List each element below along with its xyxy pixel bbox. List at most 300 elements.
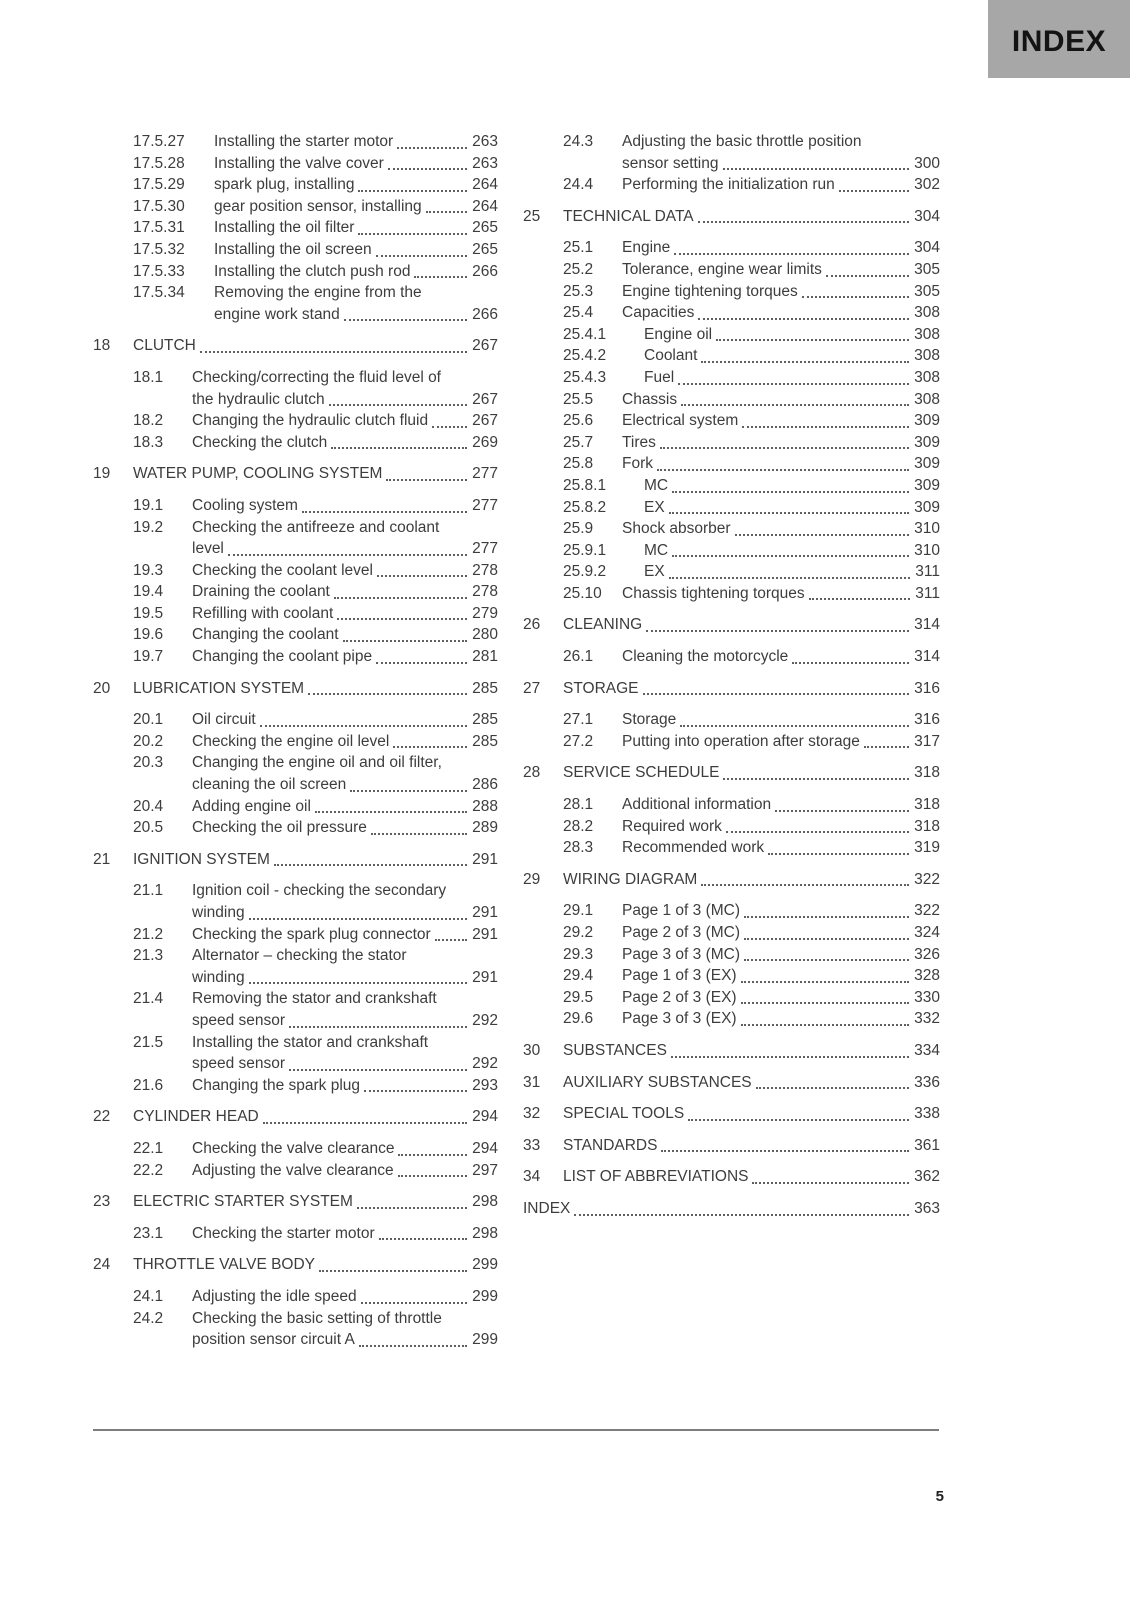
entry-page-number: 291 xyxy=(472,925,498,943)
entry-title: LUBRICATION SYSTEM xyxy=(133,679,305,697)
entry-page-number: 330 xyxy=(914,988,940,1006)
toc-entry xyxy=(93,709,498,731)
toc-chapter-entry xyxy=(93,1106,498,1128)
entry-number: 21.2 xyxy=(133,925,164,943)
entry-number: 27 xyxy=(523,679,541,697)
entry-number xyxy=(563,153,622,175)
dot-leader xyxy=(329,404,467,406)
dot-leader xyxy=(435,939,467,941)
entry-title: engine work stand xyxy=(214,305,340,323)
toc-entry xyxy=(93,817,498,839)
entry-number: 24.3 xyxy=(563,133,594,150)
entry-page-number: 277 xyxy=(472,496,498,514)
toc-entry xyxy=(93,261,498,283)
entry-number xyxy=(133,1010,192,1032)
dot-leader xyxy=(334,597,467,599)
entry-page-number: 279 xyxy=(472,604,498,622)
entry-number: 18.3 xyxy=(133,433,164,451)
entry-page-number: 334 xyxy=(914,1041,940,1059)
entry-page-number: 317 xyxy=(914,732,940,750)
entry-title: Coolant xyxy=(644,347,698,365)
dot-leader xyxy=(377,575,467,577)
entry-number: 25.4.2 xyxy=(563,347,607,365)
entry-number: 28.1 xyxy=(563,796,594,814)
dot-leader xyxy=(657,469,909,471)
entry-title: Cleaning the motorcycle xyxy=(622,648,789,666)
entry-page-number: 281 xyxy=(472,648,498,666)
toc-entry xyxy=(93,1223,498,1245)
entry-title: WIRING DIAGRAM xyxy=(563,870,698,888)
entry-title: AUXILIARY SUBSTANCES xyxy=(563,1073,752,1091)
toc-entry xyxy=(523,583,940,605)
entry-title: Adjusting the valve clearance xyxy=(192,1161,394,1179)
entry-page-number: 299 xyxy=(472,1256,498,1274)
entry-number xyxy=(133,902,192,924)
toc-chapter-entry xyxy=(523,869,940,891)
entry-number xyxy=(133,389,192,411)
entry-number: 20.4 xyxy=(133,797,164,815)
entry-number: 21 xyxy=(93,850,111,868)
entry-number: 21.4 xyxy=(133,990,164,1008)
entry-title: cleaning the oil screen xyxy=(192,776,347,794)
entry-title: Shock absorber xyxy=(622,520,731,538)
entry-page-number: 288 xyxy=(472,797,498,815)
entry-number xyxy=(133,774,192,796)
dot-leader xyxy=(744,916,909,918)
dot-leader xyxy=(698,318,909,320)
dot-leader xyxy=(426,211,467,213)
toc-entry xyxy=(93,731,498,753)
entry-number: 28 xyxy=(523,764,541,782)
toc-entry xyxy=(93,131,498,153)
entry-number: 21.5 xyxy=(133,1033,164,1051)
toc-entry xyxy=(93,880,498,902)
entry-page-number: 291 xyxy=(472,850,498,868)
entry-title: Chassis xyxy=(622,390,678,408)
toc-chapter-entry xyxy=(93,463,498,485)
entry-page-number: 309 xyxy=(914,412,940,430)
dot-leader xyxy=(802,296,909,298)
entry-number: 19.1 xyxy=(133,496,164,514)
entry-title: Changing the hydraulic clutch fluid xyxy=(192,412,429,430)
entry-title: Installing the oil filter xyxy=(214,219,355,237)
entry-page-number: 318 xyxy=(914,764,940,782)
toc-entry xyxy=(93,774,498,796)
page-number: 5 xyxy=(935,1488,944,1505)
entry-page-number: 297 xyxy=(472,1161,498,1179)
entry-number: 25.5 xyxy=(563,390,594,408)
entry-title: Page 1 of 3 (MC) xyxy=(622,902,741,920)
entry-title: Installing the starter motor xyxy=(214,133,394,150)
dot-leader xyxy=(768,853,909,855)
entry-page-number: 289 xyxy=(472,819,498,837)
entry-number: 25.3 xyxy=(563,282,594,300)
toc-entry xyxy=(93,367,498,389)
entry-title: speed sensor xyxy=(192,1055,286,1073)
entry-page-number: 299 xyxy=(472,1331,498,1349)
entry-number: 17.5.32 xyxy=(133,240,185,258)
entry-number: 17.5.33 xyxy=(133,262,185,280)
entry-title: Tires xyxy=(622,433,656,451)
entry-title: CYLINDER HEAD xyxy=(133,1108,259,1126)
entry-title: INDEX xyxy=(523,1199,571,1217)
toc-entry xyxy=(523,900,940,922)
dot-leader xyxy=(315,811,467,813)
entry-number: 17.5.34 xyxy=(133,284,185,302)
toc-chapter-entry xyxy=(523,1198,940,1220)
toc-entry xyxy=(523,709,940,731)
entry-title: Alternator – checking the stator xyxy=(192,947,407,965)
toc-chapter-entry xyxy=(523,1103,940,1125)
dot-leader xyxy=(726,831,909,833)
toc-entry xyxy=(93,304,498,326)
toc-entry xyxy=(93,924,498,946)
entry-number: 18.1 xyxy=(133,368,164,386)
dot-leader xyxy=(337,618,467,620)
toc-entry xyxy=(523,561,940,583)
dot-leader xyxy=(698,221,910,223)
entry-number: 23 xyxy=(93,1193,111,1211)
entry-title: Installing the stator and crankshaft xyxy=(192,1033,429,1051)
dot-leader xyxy=(398,1175,468,1177)
entry-page-number: 361 xyxy=(914,1136,940,1154)
entry-title: spark plug, installing xyxy=(214,176,355,194)
toc-entry xyxy=(523,540,940,562)
entry-number: 33 xyxy=(523,1136,541,1154)
toc-entry xyxy=(523,153,940,175)
entry-number: 26 xyxy=(523,616,541,634)
entry-number: 25 xyxy=(523,207,541,225)
dot-leader xyxy=(379,1238,467,1240)
entry-number: 20.1 xyxy=(133,711,164,729)
entry-title: gear position sensor, installing xyxy=(214,197,422,215)
entry-page-number: 305 xyxy=(914,282,940,300)
dot-leader xyxy=(661,1150,909,1152)
dot-leader xyxy=(289,1069,467,1071)
dot-leader xyxy=(357,1207,467,1209)
toc-entry xyxy=(93,389,498,411)
entry-number: 25.9.1 xyxy=(563,541,607,559)
entry-page-number: 309 xyxy=(914,476,940,494)
entry-number: 26.1 xyxy=(563,648,594,666)
entry-page-number: 298 xyxy=(472,1193,498,1211)
dot-leader xyxy=(775,810,909,812)
entry-title: Changing the spark plug xyxy=(192,1076,361,1094)
toc-column xyxy=(93,131,498,1351)
entry-number: 29.6 xyxy=(563,1010,594,1028)
dot-leader xyxy=(744,938,909,940)
toc-entry xyxy=(523,302,940,324)
entry-title: Checking the basic setting of throttle xyxy=(192,1309,442,1327)
entry-number: 25.8.1 xyxy=(563,476,607,494)
entry-title: Capacities xyxy=(622,304,695,322)
toc-chapter-entry xyxy=(523,1072,940,1094)
entry-title: Changing the coolant pipe xyxy=(192,648,373,666)
entry-title: level xyxy=(192,540,224,558)
dot-leader xyxy=(249,918,468,920)
dot-leader xyxy=(669,512,909,514)
entry-number: 22.1 xyxy=(133,1139,164,1157)
dot-leader xyxy=(386,479,467,481)
entry-number: 17.5.29 xyxy=(133,176,185,194)
entry-number: 25.4.1 xyxy=(563,325,607,343)
entry-page-number: 336 xyxy=(914,1073,940,1091)
dot-leader xyxy=(646,630,909,632)
entry-title: Changing the engine oil and oil filter, xyxy=(192,754,442,772)
entry-number: 29 xyxy=(523,870,541,888)
dot-leader xyxy=(376,662,467,664)
entry-title: Page 3 of 3 (EX) xyxy=(622,1010,737,1028)
entry-page-number: 305 xyxy=(914,260,940,278)
dot-leader xyxy=(752,1182,909,1184)
entry-page-number: 314 xyxy=(914,616,940,634)
entry-number: 17.5.30 xyxy=(133,197,185,215)
dot-leader xyxy=(674,253,909,255)
entry-number: 23.1 xyxy=(133,1224,164,1242)
entry-number: 28.2 xyxy=(563,817,594,835)
entry-page-number: 285 xyxy=(472,711,498,729)
entry-title: the hydraulic clutch xyxy=(192,390,325,408)
entry-number: 19.7 xyxy=(133,648,164,666)
toc-entry xyxy=(523,174,940,196)
dot-leader xyxy=(701,361,909,363)
entry-title: sensor setting xyxy=(622,154,719,172)
toc-entry xyxy=(93,1053,498,1075)
entry-number: 19.5 xyxy=(133,604,164,622)
toc-entry xyxy=(523,922,940,944)
entry-page-number: 324 xyxy=(914,924,940,941)
entry-number: 24.1 xyxy=(133,1287,164,1305)
entry-page-number: 277 xyxy=(472,540,498,558)
dot-leader xyxy=(735,534,910,536)
toc-entry xyxy=(523,1008,940,1030)
toc-entry xyxy=(93,796,498,818)
entry-number: 34 xyxy=(523,1168,541,1186)
entry-page-number: 265 xyxy=(472,240,498,258)
toc-entry xyxy=(93,967,498,989)
entry-page-number: 291 xyxy=(472,968,498,986)
toc-entry xyxy=(93,1075,498,1097)
entry-page-number: 362 xyxy=(914,1168,940,1186)
entry-number: 28.3 xyxy=(563,839,594,857)
entry-page-number: 316 xyxy=(914,711,940,729)
dot-leader xyxy=(574,1214,909,1216)
entry-page-number: 318 xyxy=(914,796,940,814)
toc-entry xyxy=(93,495,498,517)
entry-title: Engine oil xyxy=(644,325,713,343)
entry-page-number: 311 xyxy=(915,584,940,602)
dot-leader xyxy=(359,1345,467,1347)
dot-leader xyxy=(393,746,467,748)
entry-number xyxy=(133,1053,192,1075)
entry-page-number: 304 xyxy=(914,239,940,257)
dot-leader xyxy=(716,339,909,341)
entry-number xyxy=(133,1329,192,1351)
entry-number: 19.3 xyxy=(133,561,164,579)
entry-page-number: 266 xyxy=(472,262,498,280)
entry-page-number: 309 xyxy=(914,433,940,451)
entry-title: Adding engine oil xyxy=(192,797,311,815)
entry-number: 21.3 xyxy=(133,947,164,965)
entry-title: Changing the coolant xyxy=(192,626,339,644)
toc-entry xyxy=(93,1308,498,1330)
dot-leader xyxy=(741,1002,910,1004)
entry-title: Tolerance, engine wear limits xyxy=(622,260,822,278)
entry-number xyxy=(133,967,192,989)
toc-entry xyxy=(93,603,498,625)
entry-title: Required work xyxy=(622,817,722,835)
entry-title: WATER PUMP, COOLING SYSTEM xyxy=(133,465,383,483)
toc-chapter-entry xyxy=(523,1040,940,1062)
dot-leader xyxy=(302,511,467,513)
entry-title: Adjusting the idle speed xyxy=(192,1287,357,1305)
entry-page-number: 302 xyxy=(914,176,940,194)
entry-page-number: 286 xyxy=(472,776,498,794)
entry-page-number: 267 xyxy=(472,390,498,408)
toc xyxy=(93,131,940,1351)
entry-number: 29.1 xyxy=(563,902,594,920)
toc-chapter-entry xyxy=(523,1135,940,1157)
toc-entry xyxy=(93,581,498,603)
entry-title: LIST OF ABBREVIATIONS xyxy=(563,1168,749,1186)
entry-number: 18.2 xyxy=(133,412,164,430)
entry-number: 22.2 xyxy=(133,1161,164,1179)
entry-title: CLUTCH xyxy=(133,337,196,355)
entry-page-number: 300 xyxy=(914,154,940,172)
entry-page-number: 310 xyxy=(914,520,940,538)
entry-title: position sensor circuit A xyxy=(192,1331,355,1349)
entry-page-number: 264 xyxy=(472,176,498,194)
dot-leader xyxy=(263,1122,467,1124)
entry-number: 20.5 xyxy=(133,819,164,837)
dot-leader xyxy=(660,447,909,449)
entry-page-number: 338 xyxy=(914,1105,940,1123)
entry-title: winding xyxy=(192,904,245,921)
entry-page-number: 308 xyxy=(914,304,940,322)
dot-leader xyxy=(839,190,909,192)
toc-entry xyxy=(523,944,940,966)
toc-entry xyxy=(523,475,940,497)
dot-leader xyxy=(200,351,467,353)
entry-page-number: 285 xyxy=(472,732,498,750)
dot-leader xyxy=(741,981,910,983)
toc-entry xyxy=(93,1032,498,1054)
toc-entry xyxy=(523,345,940,367)
dot-leader xyxy=(274,864,467,866)
toc-entry xyxy=(523,453,940,475)
dot-leader xyxy=(376,255,467,257)
index-header-label: INDEX xyxy=(1011,24,1107,58)
entry-page-number: 294 xyxy=(472,1108,498,1126)
toc-chapter-entry xyxy=(523,614,940,636)
dot-leader xyxy=(809,598,911,600)
entry-page-number: 311 xyxy=(915,563,940,581)
toc-entry xyxy=(93,560,498,582)
dot-leader xyxy=(249,982,468,984)
dot-leader xyxy=(723,778,909,780)
entry-number: 31 xyxy=(523,1073,541,1091)
entry-page-number: 263 xyxy=(472,154,498,172)
entry-number: 20.3 xyxy=(133,754,164,772)
entry-number: 27.1 xyxy=(563,711,594,729)
entry-number: 18 xyxy=(93,337,111,355)
dot-leader xyxy=(308,693,467,695)
entry-page-number: 263 xyxy=(472,133,498,150)
entry-page-number: 308 xyxy=(914,325,940,343)
entry-title: CLEANING xyxy=(563,616,643,634)
dot-leader xyxy=(432,426,467,428)
toc-entry xyxy=(93,1138,498,1160)
entry-title: MC xyxy=(644,476,669,494)
dot-leader xyxy=(643,693,910,695)
toc-chapter-entry xyxy=(93,1254,498,1276)
dot-leader xyxy=(678,383,909,385)
entry-number: 25.8.2 xyxy=(563,498,607,516)
entry-page-number: 267 xyxy=(472,337,498,355)
toc-entry xyxy=(93,1010,498,1032)
toc-chapter-entry xyxy=(93,1191,498,1213)
entry-number: 25.2 xyxy=(563,260,594,278)
dot-leader xyxy=(331,447,467,449)
entry-number: 24.2 xyxy=(133,1309,164,1327)
toc-entry xyxy=(93,196,498,218)
toc-chapter-entry xyxy=(523,678,940,700)
toc-chapter-entry xyxy=(93,849,498,871)
entry-title: Page 2 of 3 (MC) xyxy=(622,924,741,941)
entry-title: Engine xyxy=(622,239,671,257)
toc-entry xyxy=(93,410,498,432)
entry-title: MC xyxy=(644,541,669,559)
entry-number: 24 xyxy=(93,1256,111,1274)
entry-title: Putting into operation after storage xyxy=(622,732,860,750)
toc-entry xyxy=(93,988,498,1010)
entry-page-number: 278 xyxy=(472,561,498,579)
entry-number: 20.2 xyxy=(133,732,164,750)
toc-entry xyxy=(523,389,940,411)
toc-column xyxy=(523,131,940,1351)
entry-page-number: 322 xyxy=(914,870,940,888)
entry-title: Checking/correcting the fluid level of xyxy=(192,368,441,386)
entry-title: Page 1 of 3 (EX) xyxy=(622,967,737,985)
entry-number: 25.10 xyxy=(563,584,602,602)
entry-number: 25.8 xyxy=(563,455,594,473)
toc-entry xyxy=(93,432,498,454)
entry-number: 29.4 xyxy=(563,967,594,985)
dot-leader xyxy=(826,275,909,277)
entry-title: EX xyxy=(644,563,665,581)
dot-leader xyxy=(742,426,909,428)
entry-number: 17.5.27 xyxy=(133,133,185,150)
toc-entry xyxy=(93,1329,498,1351)
entry-number: 25.4.3 xyxy=(563,368,607,386)
dot-leader xyxy=(343,640,468,642)
entry-title: TECHNICAL DATA xyxy=(563,207,694,225)
dot-leader xyxy=(350,790,467,792)
index-header-tab xyxy=(988,0,1130,78)
entry-number: 25.7 xyxy=(563,433,594,451)
entry-title: Installing the clutch push rod xyxy=(214,262,411,280)
toc-entry xyxy=(93,538,498,560)
toc-entry xyxy=(93,517,498,539)
entry-title: IGNITION SYSTEM xyxy=(133,850,270,868)
entry-page-number: 308 xyxy=(914,347,940,365)
entry-title: Adjusting the basic throttle position xyxy=(622,133,862,150)
entry-page-number: 363 xyxy=(914,1199,940,1217)
toc-entry xyxy=(93,1160,498,1182)
dot-leader xyxy=(864,746,909,748)
entry-number: 21.6 xyxy=(133,1076,164,1094)
entry-page-number: 294 xyxy=(472,1139,498,1157)
